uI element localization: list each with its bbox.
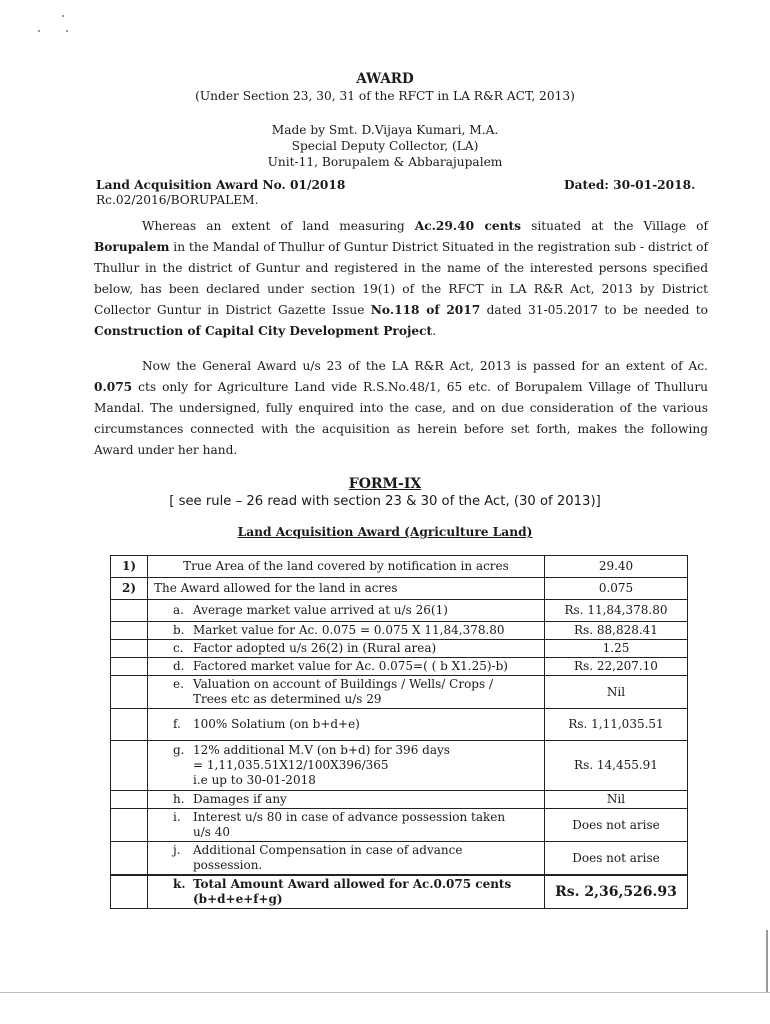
para-text: in the Mandal of Thullur of Guntur District Situated in the registration sub - district of Thullur in the district of Guntur and registered in the name of the interested persons specified below, has been declared under section 19(1) of the RFCT in LA R&R Act, 2013 by District Collector Guntur in District Gazette Issue — [94, 240, 708, 317]
item-line: 12% additional M.V (on b+d) for 396 days — [193, 743, 450, 757]
row-number: 1) — [111, 556, 148, 578]
para-bold: No.118 of 2017 — [370, 303, 481, 317]
item-cell — [148, 809, 545, 842]
paragraph-declaration — [94, 216, 708, 342]
award-table — [110, 555, 688, 909]
para-bold: Ac.29.40 cents — [414, 219, 522, 233]
item-description — [193, 717, 533, 732]
item-line: Trees etc as determined u/s 29 — [193, 692, 382, 706]
issuer-name: Made by Smt. D.Vijaya Kumari, M.A. — [271, 123, 499, 137]
table-row — [111, 676, 688, 709]
issuer-designation: Special Deputy Collector, (LA) — [291, 139, 479, 153]
item-letter: a. — [173, 603, 184, 617]
award-date: Dated: 30-01-2018. — [564, 178, 696, 192]
item-line: = 1,11,035.51X12/100X396/365 — [193, 758, 389, 772]
item-line: Average market value arrived at u/s 26(1) — [193, 603, 448, 617]
row-value: 0.075 — [545, 578, 688, 600]
para-bold: Construction of Capital City Development Project — [94, 324, 433, 338]
item-line: (b+d+e+f+g) — [193, 892, 283, 906]
row-label: The Award allowed for the land in acres — [148, 578, 545, 600]
item-cell — [148, 875, 545, 909]
item-line: Factored market value for Ac. 0.075=( ( b X1.25)-b) — [193, 659, 508, 673]
item-letter: e. — [173, 677, 184, 691]
item-cell — [148, 791, 545, 809]
para-text: Whereas an extent of land measuring — [142, 219, 415, 233]
item-description — [193, 623, 533, 638]
award-title: AWARD — [356, 71, 414, 87]
item-letter: f. — [173, 717, 181, 731]
issuer-block — [0, 122, 770, 170]
item-description — [193, 877, 533, 907]
table-row — [111, 600, 688, 622]
item-cell — [148, 622, 545, 640]
row-number-empty — [111, 622, 148, 640]
table-row — [111, 658, 688, 676]
para-text: Now the General Award u/s 23 of the LA R&R Act, 2013 is passed for an extent of Ac. — [142, 359, 708, 373]
row-number-empty — [111, 809, 148, 842]
item-line: Total Amount Award allowed for Ac.0.075 cents — [193, 877, 512, 891]
row-value: 29.40 — [545, 556, 688, 578]
item-value: Does not arise — [545, 809, 688, 842]
para-text: . — [432, 324, 437, 338]
item-line: Interest u/s 80 in case of advance possession taken — [193, 810, 506, 824]
item-description — [193, 843, 533, 873]
row-number-empty — [111, 842, 148, 876]
para-bold: 0.075 — [94, 380, 133, 394]
table-row — [111, 640, 688, 658]
row-number-empty — [111, 709, 148, 741]
item-letter: h. — [173, 792, 185, 806]
row-number-empty — [111, 600, 148, 622]
item-letter: i. — [173, 810, 181, 824]
item-letter: j. — [173, 843, 181, 857]
item-value: Rs. 22,207.10 — [545, 658, 688, 676]
item-letter: b. — [173, 623, 185, 637]
reference-number: Rc.02/2016/BORUPALEM. — [96, 193, 259, 207]
item-cell — [148, 842, 545, 876]
table-row — [111, 791, 688, 809]
item-value: Rs. 1,11,035.51 — [545, 709, 688, 741]
scan-bottom-line — [0, 992, 770, 993]
paragraph-general-award — [94, 356, 708, 461]
item-cell — [148, 709, 545, 741]
item-description — [193, 677, 533, 707]
item-line: Valuation on account of Buildings / Wells/ Crops / — [193, 677, 493, 691]
scan-speck — [66, 30, 68, 32]
table-row — [111, 709, 688, 741]
award-subtitle: (Under Section 23, 30, 31 of the RFCT in LA R&R ACT, 2013) — [195, 89, 575, 103]
row-number: 2) — [111, 578, 148, 600]
item-description — [193, 659, 533, 674]
row-number-empty — [111, 791, 148, 809]
para-text: dated 31-05.2017 to be needed to — [480, 303, 708, 317]
item-description — [193, 810, 533, 840]
item-cell — [148, 741, 545, 791]
scan-speck — [62, 15, 64, 17]
item-line: Additional Compensation in case of advance — [193, 843, 463, 857]
item-value: Nil — [545, 676, 688, 709]
item-cell — [148, 658, 545, 676]
table-row — [111, 842, 688, 876]
row-number-empty — [111, 658, 148, 676]
item-cell — [148, 600, 545, 622]
row-label: True Area of the land covered by notification in acres — [148, 556, 545, 578]
table-title: Land Acquisition Award (Agriculture Land) — [237, 525, 533, 539]
item-description — [193, 743, 533, 788]
scan-edge-mark — [766, 930, 768, 992]
item-letter: k. — [173, 877, 186, 891]
item-line: possession. — [193, 858, 263, 872]
item-description — [193, 641, 533, 656]
item-value: Rs. 14,455.91 — [545, 741, 688, 791]
item-cell — [148, 640, 545, 658]
table-row — [111, 578, 688, 600]
item-value: Rs. 11,84,378.80 — [545, 600, 688, 622]
item-line: i.e up to 30-01-2018 — [193, 773, 316, 787]
item-cell — [148, 676, 545, 709]
award-table-body — [111, 556, 688, 909]
item-value: 1.25 — [545, 640, 688, 658]
item-line: u/s 40 — [193, 825, 231, 839]
para-text: cts only for Agriculture Land vide R.S.No.48/1, 65 etc. of Borupalem Village of Thulluru Mandal. The undersigned, fully enquired into the case, and on due consideration of the various circumstances connected with the acquisition as herein before set forth, makes the following Award under her hand. — [94, 380, 708, 457]
item-description — [193, 603, 533, 618]
item-description — [193, 792, 533, 807]
row-number-empty — [111, 875, 148, 909]
item-letter: g. — [173, 743, 185, 757]
item-letter: d. — [173, 659, 185, 673]
item-value: Nil — [545, 791, 688, 809]
item-value: Rs. 88,828.41 — [545, 622, 688, 640]
row-number-empty — [111, 676, 148, 709]
form-subtitle: [ see rule – 26 read with section 23 & 30 of the Act, (30 of 2013)] — [169, 494, 601, 509]
total-amount: Rs. 2,36,526.93 — [545, 875, 688, 909]
form-title: FORM-IX — [348, 476, 422, 492]
scan-speck — [38, 30, 40, 32]
para-text: situated at the Village of — [521, 219, 708, 233]
item-line: 100% Solatium (on b+d+e) — [193, 717, 360, 731]
table-row — [111, 809, 688, 842]
para-bold: Borupalem — [94, 240, 170, 254]
table-row — [111, 741, 688, 791]
table-row — [111, 875, 688, 909]
row-number-empty — [111, 640, 148, 658]
item-value: Does not arise — [545, 842, 688, 876]
item-line: Market value for Ac. 0.075 = 0.075 X 11,84,378.80 — [193, 623, 505, 637]
row-number-empty — [111, 741, 148, 791]
table-row — [111, 622, 688, 640]
table-row — [111, 556, 688, 578]
item-line: Damages if any — [193, 792, 287, 806]
item-letter: c. — [173, 641, 184, 655]
award-number: Land Acquisition Award No. 01/2018 — [96, 178, 346, 192]
item-line: Factor adopted u/s 26(2) in (Rural area) — [193, 641, 437, 655]
issuer-unit: Unit-11, Borupalem & Abbarajupalem — [267, 155, 503, 169]
